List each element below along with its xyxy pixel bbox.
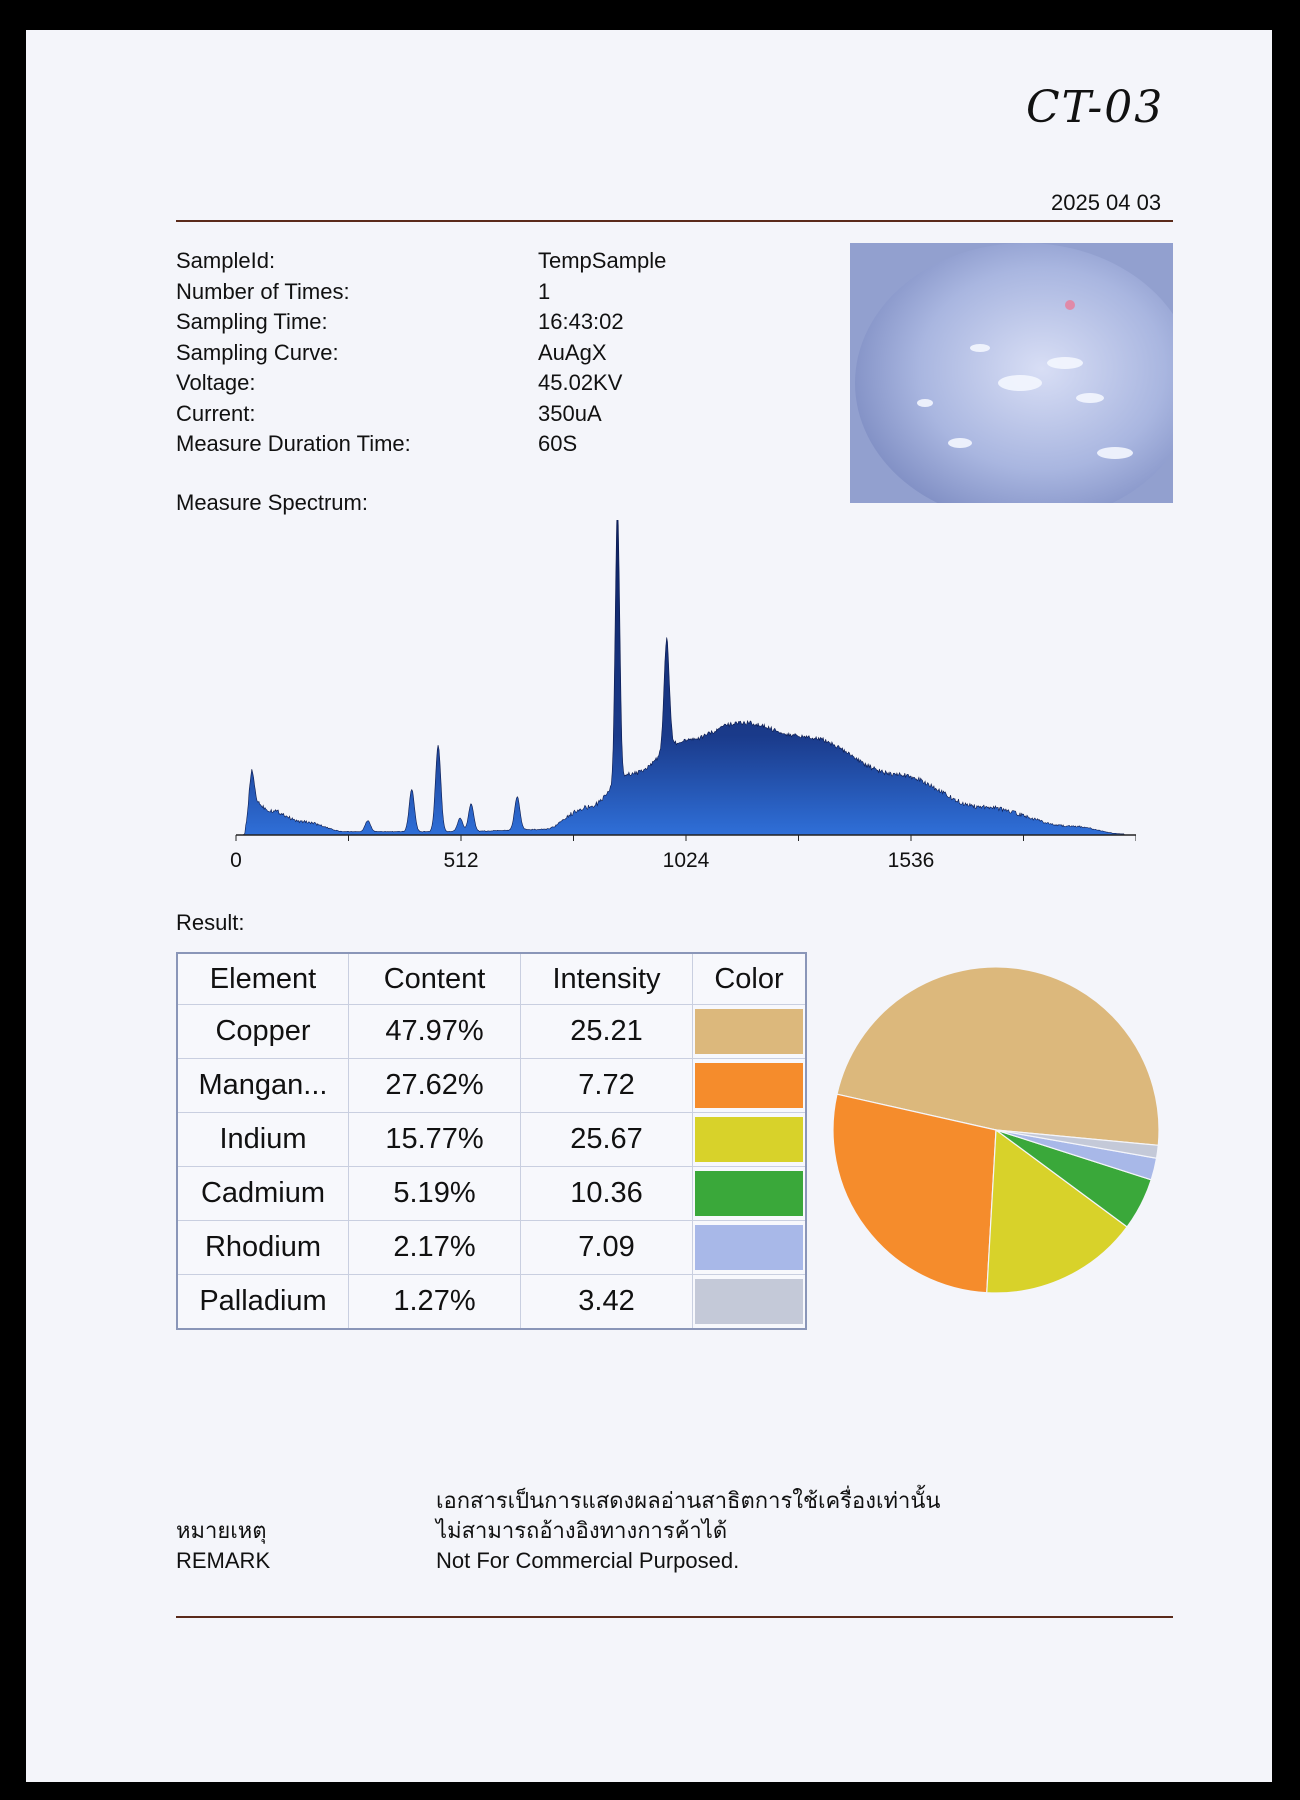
cell-intensity: 7.09 (521, 1221, 693, 1275)
info-label: Sampling Curve: (176, 339, 339, 365)
cell-color (693, 1221, 807, 1275)
header-content: Content (349, 953, 521, 1005)
report-page (26, 30, 1272, 1782)
spectrum-chart (216, 520, 1136, 880)
table-row (177, 1275, 806, 1330)
color-swatch (695, 1171, 803, 1216)
info-label: SampleId: (176, 248, 276, 273)
color-swatch (695, 1009, 803, 1054)
color-swatch (695, 1063, 803, 1108)
spectrum-tick-label: 1024 (662, 849, 710, 872)
cell-content: 47.97% (349, 1005, 521, 1059)
spectrum-label: Measure Spectrum: (176, 490, 368, 515)
spectrum-area (236, 520, 1136, 835)
spectrum-tick-label: 1536 (887, 849, 935, 872)
info-label: Number of Times: (176, 278, 350, 304)
result-table (176, 952, 807, 1330)
remark-note-line1: เอกสารเป็นการแสดงผลอ่านสาธิตการใช้เครื่องเท่านั้น (436, 1488, 941, 1513)
table-row (177, 1167, 806, 1221)
cell-color (693, 1275, 807, 1330)
cell-intensity: 7.72 (521, 1059, 693, 1113)
header-intensity: Intensity (521, 953, 693, 1005)
cell-content: 5.19% (349, 1167, 521, 1221)
color-swatch (695, 1279, 803, 1324)
cell-element: Copper (177, 1005, 349, 1059)
remark-note-line2: ไม่สามารถอ้างอิงทางการค้าได้ (436, 1518, 728, 1543)
spectrum-tick-label: 512 (443, 849, 479, 872)
sample-photo (850, 243, 1173, 503)
spectrum-tick-label: 0 (230, 849, 242, 872)
pie-slice (833, 1094, 996, 1293)
result-label: Result: (176, 910, 245, 935)
header-color: Color (693, 953, 807, 1005)
cell-intensity: 3.42 (521, 1275, 693, 1330)
cell-color (693, 1113, 807, 1167)
info-value: 60S (538, 431, 578, 456)
info-label: Sampling Time: (176, 309, 328, 334)
cell-content: 2.17% (349, 1221, 521, 1275)
cell-element: Rhodium (177, 1221, 349, 1275)
top-divider (176, 220, 1173, 222)
cell-content: 1.27% (349, 1275, 521, 1330)
info-value: 350uA (538, 400, 602, 426)
cell-element: Mangan... (177, 1059, 349, 1113)
info-label: Measure Duration Time: (176, 431, 411, 456)
report-date: 2025 04 03 (1051, 190, 1162, 215)
cell-element: Indium (177, 1113, 349, 1167)
cell-color (693, 1167, 807, 1221)
color-swatch (695, 1117, 803, 1162)
table-row (177, 1221, 806, 1275)
cell-color (693, 1005, 807, 1059)
table-header-row (177, 953, 806, 1005)
info-value: 1 (538, 278, 551, 304)
cell-element: Cadmium (177, 1167, 349, 1221)
info-value: 45.02KV (538, 370, 623, 395)
header-element: Element (177, 953, 349, 1005)
remark-note-line3: Not For Commercial Purposed. (436, 1548, 740, 1573)
sample-info-values (538, 246, 666, 460)
remark-label-thai: หมายเหตุ (176, 1518, 267, 1543)
info-value: TempSample (538, 248, 667, 273)
info-value: 16:43:02 (538, 309, 624, 334)
cell-intensity: 10.36 (521, 1167, 693, 1221)
cell-content: 27.62% (349, 1059, 521, 1113)
info-value: AuAgX (538, 339, 607, 365)
table-row (177, 1059, 806, 1113)
composition-pie-chart (826, 960, 1166, 1300)
bottom-divider (176, 1616, 1173, 1618)
info-label: Voltage: (176, 370, 256, 395)
cell-element: Palladium (177, 1275, 349, 1330)
cell-intensity: 25.21 (521, 1005, 693, 1059)
cell-intensity: 25.67 (521, 1113, 693, 1167)
table-row (177, 1113, 806, 1167)
handwritten-sample-label: CT-03 (1026, 82, 1165, 133)
color-swatch (695, 1225, 803, 1270)
remark-label-english: REMARK (176, 1548, 271, 1573)
info-label: Current: (176, 400, 256, 426)
table-row (177, 1005, 806, 1059)
sample-info-labels (176, 246, 411, 460)
cell-color (693, 1059, 807, 1113)
cell-content: 15.77% (349, 1113, 521, 1167)
